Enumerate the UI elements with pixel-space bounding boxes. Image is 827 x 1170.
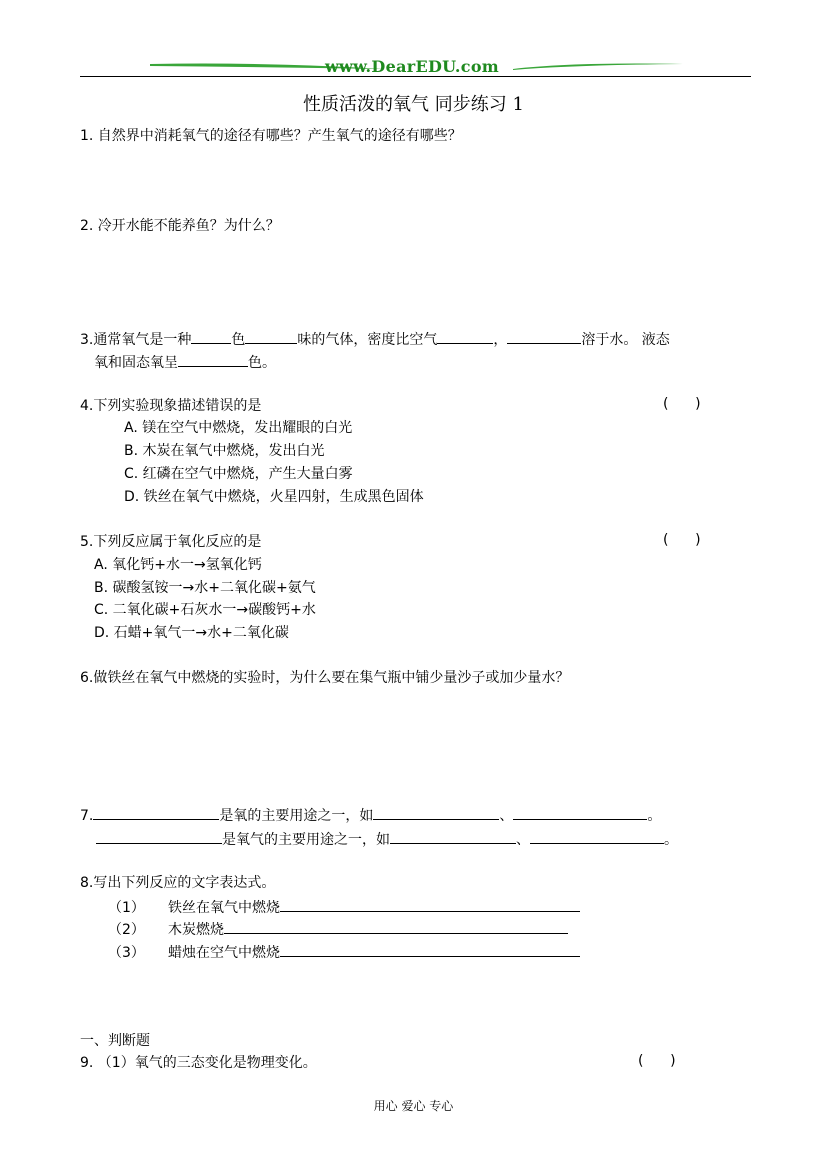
question-7-line-2 — [96, 828, 678, 850]
q7-blank-4[interactable] — [96, 828, 222, 844]
q7-number: 7. — [80, 808, 94, 824]
question-7-line-1 — [80, 804, 661, 826]
q7-blank-1[interactable] — [93, 804, 219, 820]
q5-option-c: C. 二氧化碳+石灰水一→碳酸钙+水 — [94, 602, 316, 618]
q3-text-7: 色。 — [248, 355, 276, 371]
question-9: 9. （1）氧气的三态变化是物理变化。 — [80, 1055, 317, 1071]
q8-item-1 — [108, 896, 580, 918]
page-title: 性质活泼的氧气 同步练习 1 — [303, 94, 524, 115]
site-logo[interactable]: www.DearEDU.com — [324, 57, 500, 76]
question-3-line-1 — [80, 328, 670, 350]
q3-blank-smell[interactable] — [245, 328, 297, 344]
q8-item-1-text: 铁丝在氧气中燃烧 — [168, 900, 280, 916]
swoosh-right-graphic — [513, 62, 683, 70]
q8-item-3 — [108, 941, 580, 963]
q5-option-a: A. 氧化钙+水一→氢氧化钙 — [94, 557, 262, 573]
q7-text-2: 是氧气的主要用途之一，如 — [222, 832, 390, 848]
q8-item-1-number: （1） — [108, 900, 145, 916]
question-4-stem: 4.下列实验现象描述错误的是 — [80, 398, 262, 414]
question-2: 2. 冷开水能不能养鱼？为什么？ — [80, 218, 280, 234]
page-footer: 用心 爱心 专心 — [373, 1099, 454, 1113]
section-heading-true-false: 一、判断题 — [80, 1033, 150, 1049]
q8-blank-2[interactable] — [224, 918, 568, 934]
question-3-line-2 — [94, 351, 276, 373]
q3-text-1: 3.通常氧气是一种 — [80, 332, 192, 348]
q3-text-3: 味的气体，密度比空气 — [297, 332, 438, 348]
q3-text-5: 溶于水。 液态 — [581, 332, 670, 348]
question-5-stem: 5.下列反应属于氧化反应的是 — [80, 534, 262, 550]
q5-option-d: D. 石蜡+氧气一→水+二氧化碳 — [94, 625, 289, 641]
question-4-answer-paren[interactable]: ( ) — [663, 396, 701, 412]
q8-item-2-number: （2） — [108, 922, 145, 938]
q7-blank-6[interactable] — [530, 828, 664, 844]
q7-end-1: 。 — [647, 808, 662, 824]
q8-blank-1[interactable] — [280, 896, 580, 912]
q7-sep-2: 、 — [516, 832, 530, 848]
q4-option-a: A. 镁在空气中燃烧，发出耀眼的白光 — [124, 420, 353, 436]
q3-blank-density[interactable] — [437, 328, 493, 344]
q8-blank-3[interactable] — [280, 941, 580, 957]
q4-option-d: D. 铁丝在氧气中燃烧，火星四射，生成黑色固体 — [124, 489, 424, 505]
q3-text-4: ， — [493, 332, 508, 348]
q8-item-3-number: （3） — [108, 945, 145, 961]
question-1: 1. 自然界中消耗氧气的途径有哪些？产生氧气的途径有哪些？ — [80, 128, 462, 144]
q5-option-b: B. 碳酸氢铵一→水+二氧化碳+氨气 — [94, 580, 316, 596]
q7-blank-5[interactable] — [390, 828, 516, 844]
q7-blank-3[interactable] — [513, 804, 647, 820]
question-8-stem: 8.写出下列反应的文字表达式。 — [80, 875, 276, 891]
question-6: 6.做铁丝在氧气中燃烧的实验时，为什么要在集气瓶中铺少量沙子或加少量水？ — [80, 670, 570, 686]
q8-item-3-text: 蜡烛在空气中燃烧 — [168, 945, 280, 961]
question-9-answer-paren[interactable]: ( ) — [638, 1053, 676, 1069]
q7-sep-1: 、 — [499, 808, 514, 824]
q8-item-2 — [108, 918, 568, 940]
q4-option-b: B. 木炭在氧气中燃烧，发出白光 — [124, 443, 325, 459]
header-divider — [80, 76, 751, 77]
q7-end-2: 。 — [664, 832, 678, 848]
q7-text-1: 是氧的主要用途之一，如 — [219, 808, 374, 824]
q4-option-c: C. 红磷在空气中燃烧，产生大量白雾 — [124, 466, 353, 482]
page-header — [80, 56, 751, 78]
question-5-answer-paren[interactable]: ( ) — [663, 532, 701, 548]
q3-blank-solubility[interactable] — [507, 328, 581, 344]
q3-text-2: 色 — [231, 332, 246, 348]
q3-blank-liquid-color[interactable] — [178, 351, 248, 367]
q3-text-6: 氧和固态氧呈 — [94, 355, 178, 371]
q3-blank-color[interactable] — [191, 328, 231, 344]
q7-blank-2[interactable] — [373, 804, 499, 820]
q8-item-2-text: 木炭燃烧 — [168, 922, 224, 938]
